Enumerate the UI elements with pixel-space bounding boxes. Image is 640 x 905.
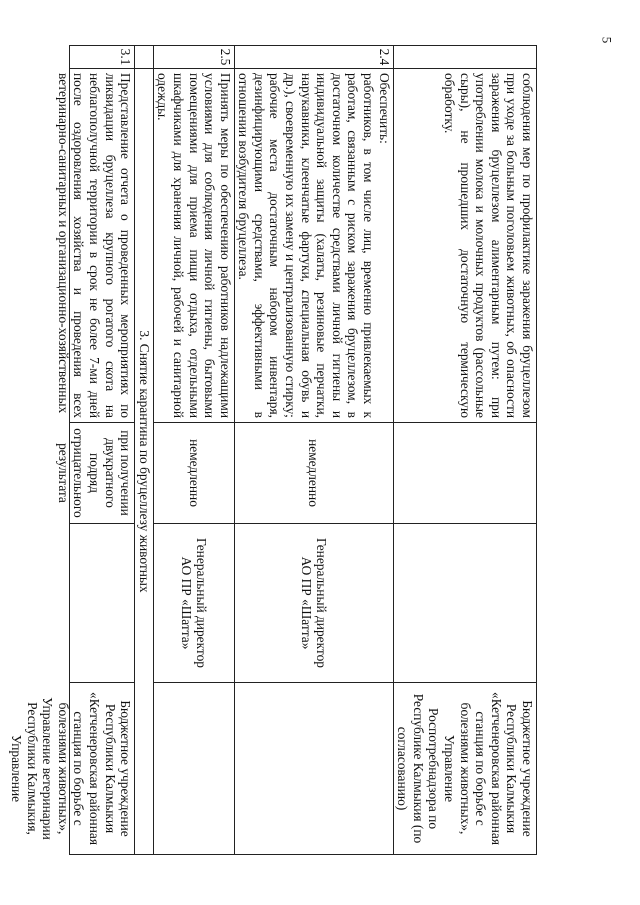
row-number: 2.4 <box>234 46 393 69</box>
measure-description <box>55 69 135 423</box>
section-number-cell <box>135 46 154 69</box>
deadline-cell: немедленно <box>153 423 234 524</box>
page-number: 5 <box>599 36 615 44</box>
measure-description <box>234 69 393 423</box>
row-number: 2.5 <box>153 46 234 69</box>
table-row <box>234 46 393 855</box>
participants-cell <box>234 683 393 855</box>
measure-paragraph: соблюдения мер по профилактике заражения бруцеллезом при уходе за больным поголовьем животных, об опасности заражения бруцеллезом алиментарным путем: при употреблении молока и молочных продуктов (рассольные сыры), не прошедших достаточную термическую обработку. <box>442 73 535 418</box>
measure-paragraph: Принять меры по обеспечению работников надлежащими условиями для соблюдения личной гигиены, бытовыми помещениями для приема пищи отдыха, отдельными шкафчиками для хранения личной, рабочей и санитарной одежды. <box>155 73 233 418</box>
measure-description <box>393 69 536 423</box>
deadline-text: при получении двукратного подряд отрицательного результата <box>55 428 134 518</box>
measures-table <box>9 45 537 855</box>
section-header-row <box>135 46 154 855</box>
responsible-cell: Генеральный директор АО ПР «Шатта» <box>153 524 234 683</box>
measure-paragraph: Представление отчета о проведенных мероприятиях по ликвидации бруцеллеза крупного рогатого скота на неблагополучной территории в срок не более 7-ми дней после оздоровления хозяйства и проведения всех ветеринарно-санитарных и организационно-хозяйственных <box>55 73 134 418</box>
table-row <box>153 46 234 855</box>
measure-paragraph: Обеспечить: <box>376 73 392 144</box>
landscape-table-container <box>9 45 537 855</box>
participants-cell <box>9 683 135 855</box>
deadline-cell <box>55 423 135 524</box>
row-number <box>393 46 536 69</box>
measure-description <box>153 69 234 423</box>
rotated-page-frame <box>9 45 537 855</box>
deadline-cell <box>393 423 536 524</box>
responsible-cell <box>393 524 536 683</box>
measure-paragraph: рабочие места достаточным набором инвентаря, дезинфицирующими средствами, эффективными в отношении возбудителя бруцеллеза. <box>236 73 283 418</box>
measure-paragraph: работников, в том числе лиц, временно привлекаемых к работам, связанным с риском заражения бруцеллезом, в достаточном количестве средствами личной гигиены и индивидуальной защиты (халаты, резиновые перчатки, нарукавники, клеенчатые фартуки, специальная обувь и др.), своевременную их замену и централизованную стирку; <box>283 73 377 418</box>
participants-cell: Бюджетное учреждение Республики Калмыкия «Кетченеровская районная станция по борьбе с болезнями животных», Управление Роспотребнадзора по Республике Калмыкия (по согласованию) <box>393 683 536 855</box>
responsible-cell: Генеральный директор АО ПР «Шатта» <box>234 524 393 683</box>
deadline-cell: немедленно <box>234 423 393 524</box>
responsible-cell <box>70 524 135 683</box>
participants-text: Бюджетное учреждение Республики Калмыкия «Кетченеровская районная станция по борьбе с болезнями животных», Управление ветеринарии Республики Калмыкия, Управление <box>9 692 134 845</box>
table-row <box>70 46 135 855</box>
participants-cell <box>153 683 234 855</box>
table-row <box>393 46 536 855</box>
row-number: 3.1 <box>70 46 135 69</box>
section-title: 3. Снятие карантина по бруцеллезу животных <box>135 69 154 855</box>
